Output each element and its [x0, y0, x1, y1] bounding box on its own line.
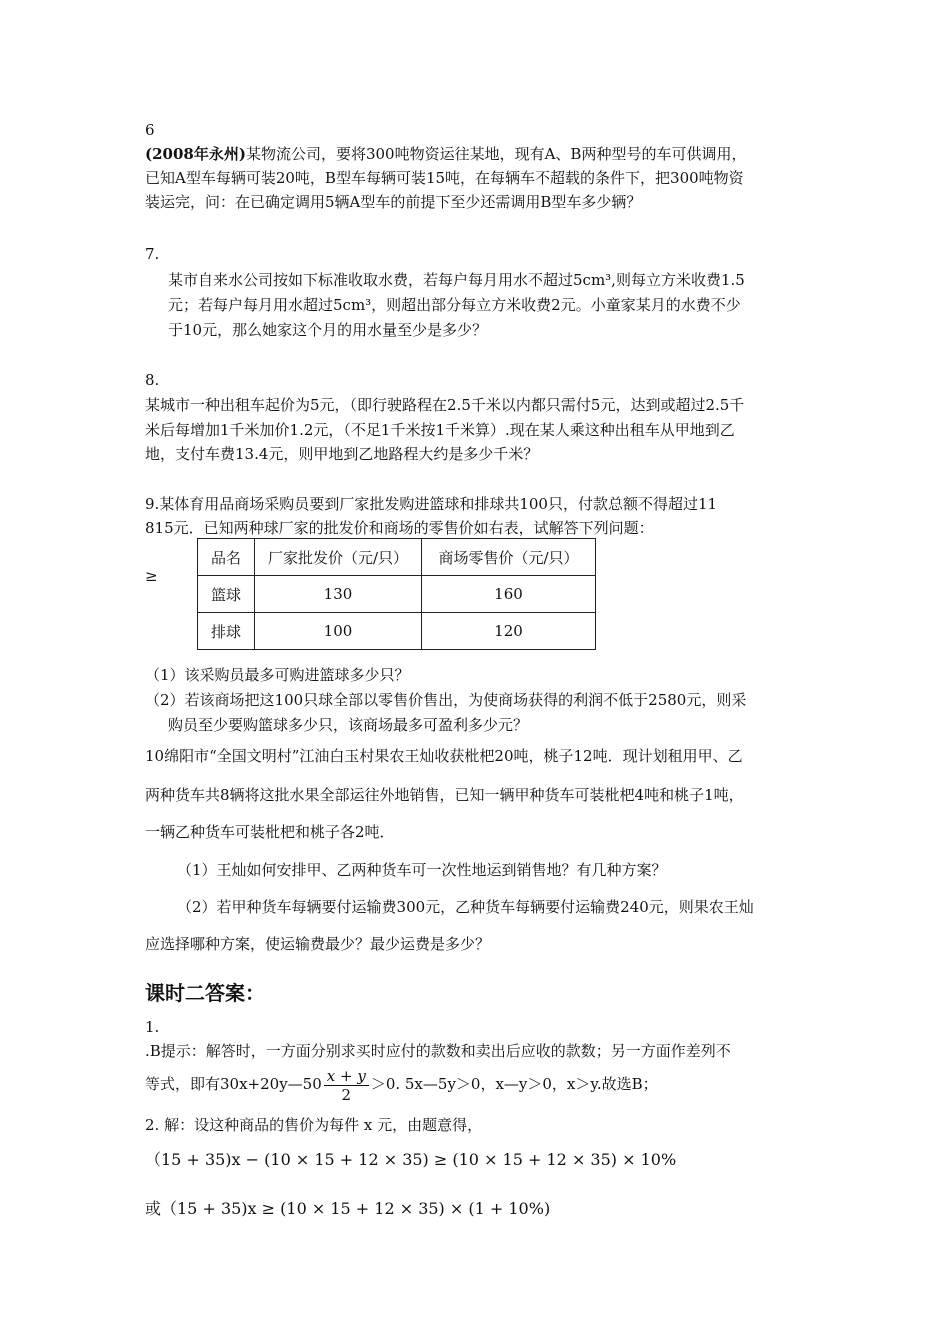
table-cell: 100 — [255, 613, 422, 650]
q6-number: 6 — [145, 121, 155, 139]
table-header-cell: 厂家批发价（元/只） — [255, 539, 422, 576]
q6-line-1-text: 某物流公司，要将300吨物资运往某地，现有A、B两种型号的车可供调用， — [245, 145, 747, 163]
q8-line-3: 地，支付车费13.4元，则甲地到乙地路程大约是多少千米？ — [145, 445, 539, 463]
answers-heading: 课时二答案： — [145, 981, 265, 1005]
table-header-row — [198, 539, 596, 576]
answer-1-line-1: .B提示：解答时，一方面分别求买时应付的款数和卖出后应收的款数；另一方面作差列不 — [145, 1042, 731, 1060]
table-header-cell: 品名 — [198, 539, 255, 576]
q10-line-2: 两种货车共8辆将这批水果全部运往外地销售，已知一辆甲种货车可装枇杷4吨和桃子1吨， — [145, 786, 744, 804]
q6-source: (2008年永州) — [145, 145, 246, 163]
answer-1-line-2 — [145, 1064, 658, 1104]
answer-2-equation-1: （15 + 35)x − (10 × 15 + 12 × 35) ≥ (10 × 15 + 12 × 35) × 10% — [145, 1150, 677, 1169]
table-row — [198, 613, 596, 650]
q6-line-1 — [145, 144, 746, 164]
table-cell: 篮球 — [198, 576, 255, 613]
q10-sub-2a: （2）若甲种货车每辆要付运输费300元，乙种货车每辆要付运输费240元，则果农王灿 — [177, 898, 754, 916]
q6-line-3: 装运完，问：在已确定调用5辆A型车的前提下至少还需调用B型车多少辆？ — [145, 193, 642, 211]
q7-line-1: 某市自来水公司按如下标准收取水费，若每户每月用水不超过5cm³,则每立方米收费1.5 — [168, 271, 745, 289]
answer-1-post: ＞0. 5x—5y＞0，x—y＞0，x＞y.故选B； — [370, 1075, 658, 1093]
q10-line-1: 10绵阳市“全国文明村”江油白玉村果农王灿收获枇杷20吨，桃子12吨．现计划租用甲、乙 — [145, 747, 743, 765]
price-table — [197, 538, 596, 650]
q8-number: 8. — [145, 371, 160, 389]
table-row — [198, 576, 596, 613]
fraction-denominator: 2 — [341, 1085, 352, 1104]
q7-number: 7. — [145, 245, 160, 263]
q9-sub-1: （1）该采购员最多可购进篮球多少只？ — [145, 666, 410, 684]
q10-line-3: 一辆乙种货车可装枇杷和桃子各2吨． — [145, 823, 395, 841]
answer-2-equation-2: 或（15 + 35)x ≥ (10 × 15 + 12 × 35) × (1 + 10%) — [145, 1199, 551, 1218]
table-cell: 130 — [255, 576, 422, 613]
q10-sub-1: （1）王灿如何安排甲、乙两种货车可一次性地运到销售地？有几种方案？ — [177, 861, 667, 879]
answer-1-pre: 等式，即有30x+20y—50 — [145, 1075, 322, 1093]
answer-2-line-1: 2. 解：设这种商品的售价为每件 x 元，由题意得， — [145, 1116, 483, 1134]
table-cell: 160 — [422, 576, 596, 613]
q6-line-2: 已知A型车每辆可装20吨，B型车每辆可装15吨，在每辆车不超载的条件下，把300吨物资 — [145, 169, 744, 187]
answer-1-number: 1. — [145, 1018, 160, 1036]
fraction-numerator: x + y — [324, 1067, 369, 1086]
table-cell: 排球 — [198, 613, 255, 650]
q9-sub-2a: （2）若该商场把这100只球全部以零售价售出，为使商场获得的利润不低于2580元，则采 — [145, 691, 747, 709]
table-header-cell: 商场零售价（元/只） — [422, 539, 596, 576]
q9-sub-2b: 购员至少要购篮球多少只，该商场最多可盈利多少元？ — [168, 716, 529, 734]
q7-line-2: 元；若每户每月用水超过5cm³，则超出部分每立方米收费2元。小童家某月的水费不少 — [168, 296, 741, 314]
fraction — [324, 1067, 369, 1104]
geq-symbol: ≥ — [145, 567, 158, 585]
table-cell: 120 — [422, 613, 596, 650]
q7-line-3: 于10元，那么她家这个月的用水量至少是多少？ — [168, 321, 488, 339]
q9-line-1: 9.某体育用品商场采购员要到厂家批发购进篮球和排球共100只，付款总额不得超过11 — [145, 495, 718, 513]
q10-sub-2b: 应选择哪种方案，使运输费最少？最少运费是多少？ — [145, 935, 491, 953]
q8-line-2: 米后每增加1千米加价1.2元，（不足1千米按1千米算）.现在某人乘这种出租车从甲地到乙 — [145, 421, 735, 439]
q8-line-1: 某城市一种出租车起价为5元，（即行驶路程在2.5千米以内都只需付5元，达到或超过2.5千 — [145, 396, 745, 414]
q9-line-2: 815元．已知两种球厂家的批发价和商场的零售价如右表，试解答下列问题： — [145, 519, 654, 537]
